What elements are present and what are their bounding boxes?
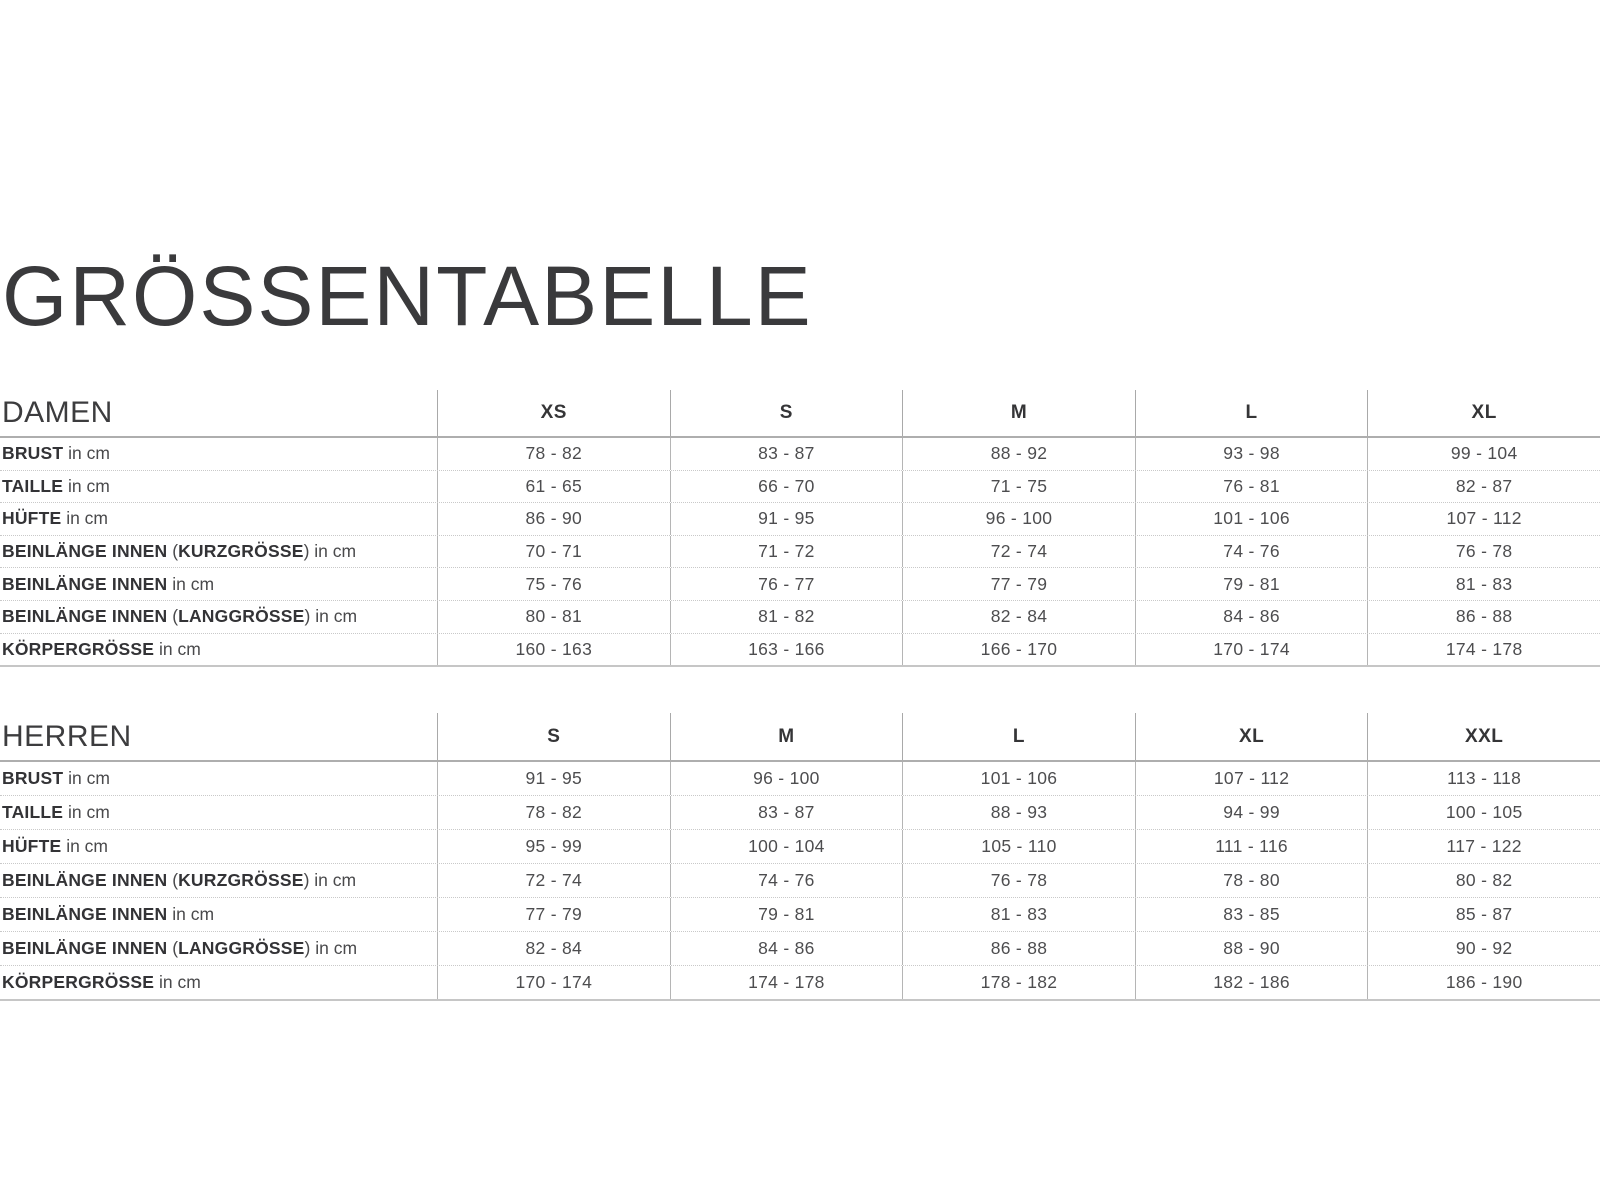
row-label (0, 864, 437, 897)
row-huefte (0, 830, 1600, 864)
row-label-regular: ) in cm (303, 541, 357, 562)
row-label-regular: in cm (154, 972, 201, 992)
size-value-cell: 163 - 166 (670, 634, 903, 666)
row-taille (0, 471, 1600, 504)
row-label-regular: ) in cm (303, 870, 357, 890)
row-label-bold: KÖRPERGRÖSSE (2, 638, 155, 659)
size-value-cell: 84 - 86 (670, 932, 903, 965)
size-value-cell: 170 - 174 (437, 966, 670, 999)
size-column-header: XL (1367, 390, 1600, 436)
row-label (0, 762, 437, 795)
row-label-regular: in cm (61, 508, 109, 529)
size-value-cell: 72 - 74 (437, 864, 670, 897)
size-value-cell: 95 - 99 (437, 830, 670, 863)
size-value-cell: 93 - 98 (1135, 438, 1368, 470)
size-value-cell: 84 - 86 (1135, 601, 1368, 633)
row-beinlaenge-innen (0, 568, 1600, 601)
row-label-regular: ( (167, 541, 179, 562)
size-value-cell: 101 - 106 (1135, 503, 1368, 535)
size-value-cell: 174 - 178 (670, 966, 903, 999)
row-label (0, 568, 437, 600)
size-value-cell: 81 - 82 (670, 601, 903, 633)
size-value-cell: 186 - 190 (1367, 966, 1600, 999)
size-column-header: S (670, 390, 903, 436)
size-column-header: XS (437, 390, 670, 436)
size-value-cell: 82 - 84 (902, 601, 1135, 633)
row-label (0, 898, 437, 931)
page-title: GRÖSSENTABELLE (2, 249, 813, 344)
size-column-header: L (902, 713, 1135, 760)
size-value-cell: 79 - 81 (1135, 568, 1368, 600)
size-column-header: M (902, 390, 1135, 436)
table-title-herren: HERREN (2, 719, 132, 753)
row-label (0, 932, 437, 965)
size-value-cell: 86 - 88 (1367, 601, 1600, 633)
size-value-cell: 80 - 82 (1367, 864, 1600, 897)
row-label-bold: LANGGRÖSSE (178, 606, 305, 627)
row-label-bold: KURZGRÖSSE (178, 870, 304, 890)
row-label-regular: ) in cm (304, 606, 358, 627)
size-column-header: XL (1135, 713, 1368, 760)
size-value-cell: 76 - 78 (902, 864, 1135, 897)
size-value-cell: 61 - 65 (437, 471, 670, 503)
size-column-header: L (1135, 390, 1368, 436)
table-title-cell (0, 390, 437, 436)
row-beinlaenge-innen (0, 898, 1600, 932)
size-value-cell: 94 - 99 (1135, 796, 1368, 829)
row-label-bold: BRUST (2, 768, 64, 788)
size-value-cell: 86 - 90 (437, 503, 670, 535)
row-beinlaenge-langgroesse (0, 601, 1600, 634)
row-label (0, 634, 437, 666)
row-label-regular: in cm (154, 638, 201, 659)
size-value-cell: 83 - 87 (670, 438, 903, 470)
row-label-regular: in cm (61, 836, 109, 856)
row-label (0, 471, 437, 503)
row-label-bold: BEINLÄNGE INNEN (2, 904, 168, 924)
size-value-cell: 76 - 78 (1367, 536, 1600, 568)
row-label-bold: KURZGRÖSSE (178, 541, 304, 562)
size-value-cell: 71 - 72 (670, 536, 903, 568)
row-label-bold: LANGGRÖSSE (178, 938, 305, 958)
herren-header-row (0, 713, 1600, 762)
size-value-cell: 82 - 84 (437, 932, 670, 965)
size-value-cell: 170 - 174 (1135, 634, 1368, 666)
size-value-cell: 101 - 106 (902, 762, 1135, 795)
size-value-cell: 117 - 122 (1367, 830, 1600, 863)
size-value-cell: 88 - 93 (902, 796, 1135, 829)
row-label-bold: KÖRPERGRÖSSE (2, 972, 155, 992)
row-beinlaenge-kurzgroesse (0, 864, 1600, 898)
size-value-cell: 100 - 104 (670, 830, 903, 863)
row-beinlaenge-kurzgroesse (0, 536, 1600, 569)
size-value-cell: 83 - 87 (670, 796, 903, 829)
size-value-cell: 91 - 95 (437, 762, 670, 795)
size-value-cell: 83 - 85 (1135, 898, 1368, 931)
row-brust (0, 762, 1600, 796)
size-value-cell: 72 - 74 (902, 536, 1135, 568)
size-value-cell: 78 - 80 (1135, 864, 1368, 897)
row-taille (0, 796, 1600, 830)
row-label-regular: ( (167, 870, 179, 890)
row-beinlaenge-langgroesse (0, 932, 1600, 966)
size-value-cell: 81 - 83 (902, 898, 1135, 931)
size-value-cell: 85 - 87 (1367, 898, 1600, 931)
size-value-cell: 76 - 81 (1135, 471, 1368, 503)
row-label-bold: BEINLÄNGE INNEN (2, 606, 168, 627)
row-label-regular: in cm (167, 573, 215, 594)
size-value-cell: 76 - 77 (670, 568, 903, 600)
size-value-cell: 74 - 76 (670, 864, 903, 897)
size-value-cell: 182 - 186 (1135, 966, 1368, 999)
row-label-bold: BRUST (2, 443, 64, 464)
size-value-cell: 178 - 182 (902, 966, 1135, 999)
size-column-header: S (437, 713, 670, 760)
size-value-cell: 107 - 112 (1135, 762, 1368, 795)
size-value-cell: 77 - 79 (902, 568, 1135, 600)
size-value-cell: 99 - 104 (1367, 438, 1600, 470)
row-label (0, 830, 437, 863)
row-label-regular: ( (167, 938, 179, 958)
row-label-bold: HÜFTE (2, 508, 62, 529)
size-value-cell: 90 - 92 (1367, 932, 1600, 965)
size-value-cell: 111 - 116 (1135, 830, 1368, 863)
size-value-cell: 160 - 163 (437, 634, 670, 666)
herren-size-table (0, 713, 1600, 1001)
row-label-regular: in cm (63, 475, 110, 496)
size-value-cell: 91 - 95 (670, 503, 903, 535)
size-value-cell: 113 - 118 (1367, 762, 1600, 795)
row-label-bold: BEINLÄNGE INNEN (2, 870, 168, 890)
row-label-bold: TAILLE (2, 475, 64, 496)
size-value-cell: 66 - 70 (670, 471, 903, 503)
size-value-cell: 74 - 76 (1135, 536, 1368, 568)
size-value-cell: 81 - 83 (1367, 568, 1600, 600)
row-label (0, 438, 437, 470)
size-value-cell: 86 - 88 (902, 932, 1135, 965)
size-value-cell: 71 - 75 (902, 471, 1135, 503)
size-value-cell: 82 - 87 (1367, 471, 1600, 503)
size-value-cell: 174 - 178 (1367, 634, 1600, 666)
size-value-cell: 70 - 71 (437, 536, 670, 568)
size-value-cell: 100 - 105 (1367, 796, 1600, 829)
size-value-cell: 88 - 92 (902, 438, 1135, 470)
row-label-regular: in cm (63, 802, 110, 822)
size-value-cell: 105 - 110 (902, 830, 1135, 863)
row-koerpergroesse (0, 966, 1600, 1001)
row-label-regular: ( (167, 606, 179, 627)
row-label-regular: in cm (167, 904, 215, 924)
size-value-cell: 77 - 79 (437, 898, 670, 931)
row-label-regular: in cm (63, 768, 110, 788)
row-label (0, 601, 437, 633)
size-value-cell: 96 - 100 (670, 762, 903, 795)
size-column-header: M (670, 713, 903, 760)
damen-header-row (0, 390, 1600, 438)
table-title-cell (0, 713, 437, 760)
size-value-cell: 78 - 82 (437, 796, 670, 829)
row-label (0, 966, 437, 999)
size-value-cell: 107 - 112 (1367, 503, 1600, 535)
row-label-bold: TAILLE (2, 802, 64, 822)
row-label-bold: HÜFTE (2, 836, 62, 856)
size-value-cell: 78 - 82 (437, 438, 670, 470)
row-huefte (0, 503, 1600, 536)
size-value-cell: 166 - 170 (902, 634, 1135, 666)
row-label-bold: BEINLÄNGE INNEN (2, 541, 168, 562)
table-title-damen: DAMEN (2, 396, 113, 429)
row-label (0, 503, 437, 535)
row-label-regular: ) in cm (304, 938, 358, 958)
damen-size-table (0, 390, 1600, 667)
row-brust (0, 438, 1600, 471)
row-label-bold: BEINLÄNGE INNEN (2, 938, 168, 958)
row-label (0, 796, 437, 829)
row-koerpergroesse (0, 634, 1600, 668)
size-value-cell: 79 - 81 (670, 898, 903, 931)
size-value-cell: 75 - 76 (437, 568, 670, 600)
size-value-cell: 80 - 81 (437, 601, 670, 633)
size-column-header: XXL (1367, 713, 1600, 760)
row-label (0, 536, 437, 568)
size-value-cell: 96 - 100 (902, 503, 1135, 535)
row-label-regular: in cm (63, 443, 110, 464)
size-value-cell: 88 - 90 (1135, 932, 1368, 965)
row-label-bold: BEINLÄNGE INNEN (2, 573, 168, 594)
